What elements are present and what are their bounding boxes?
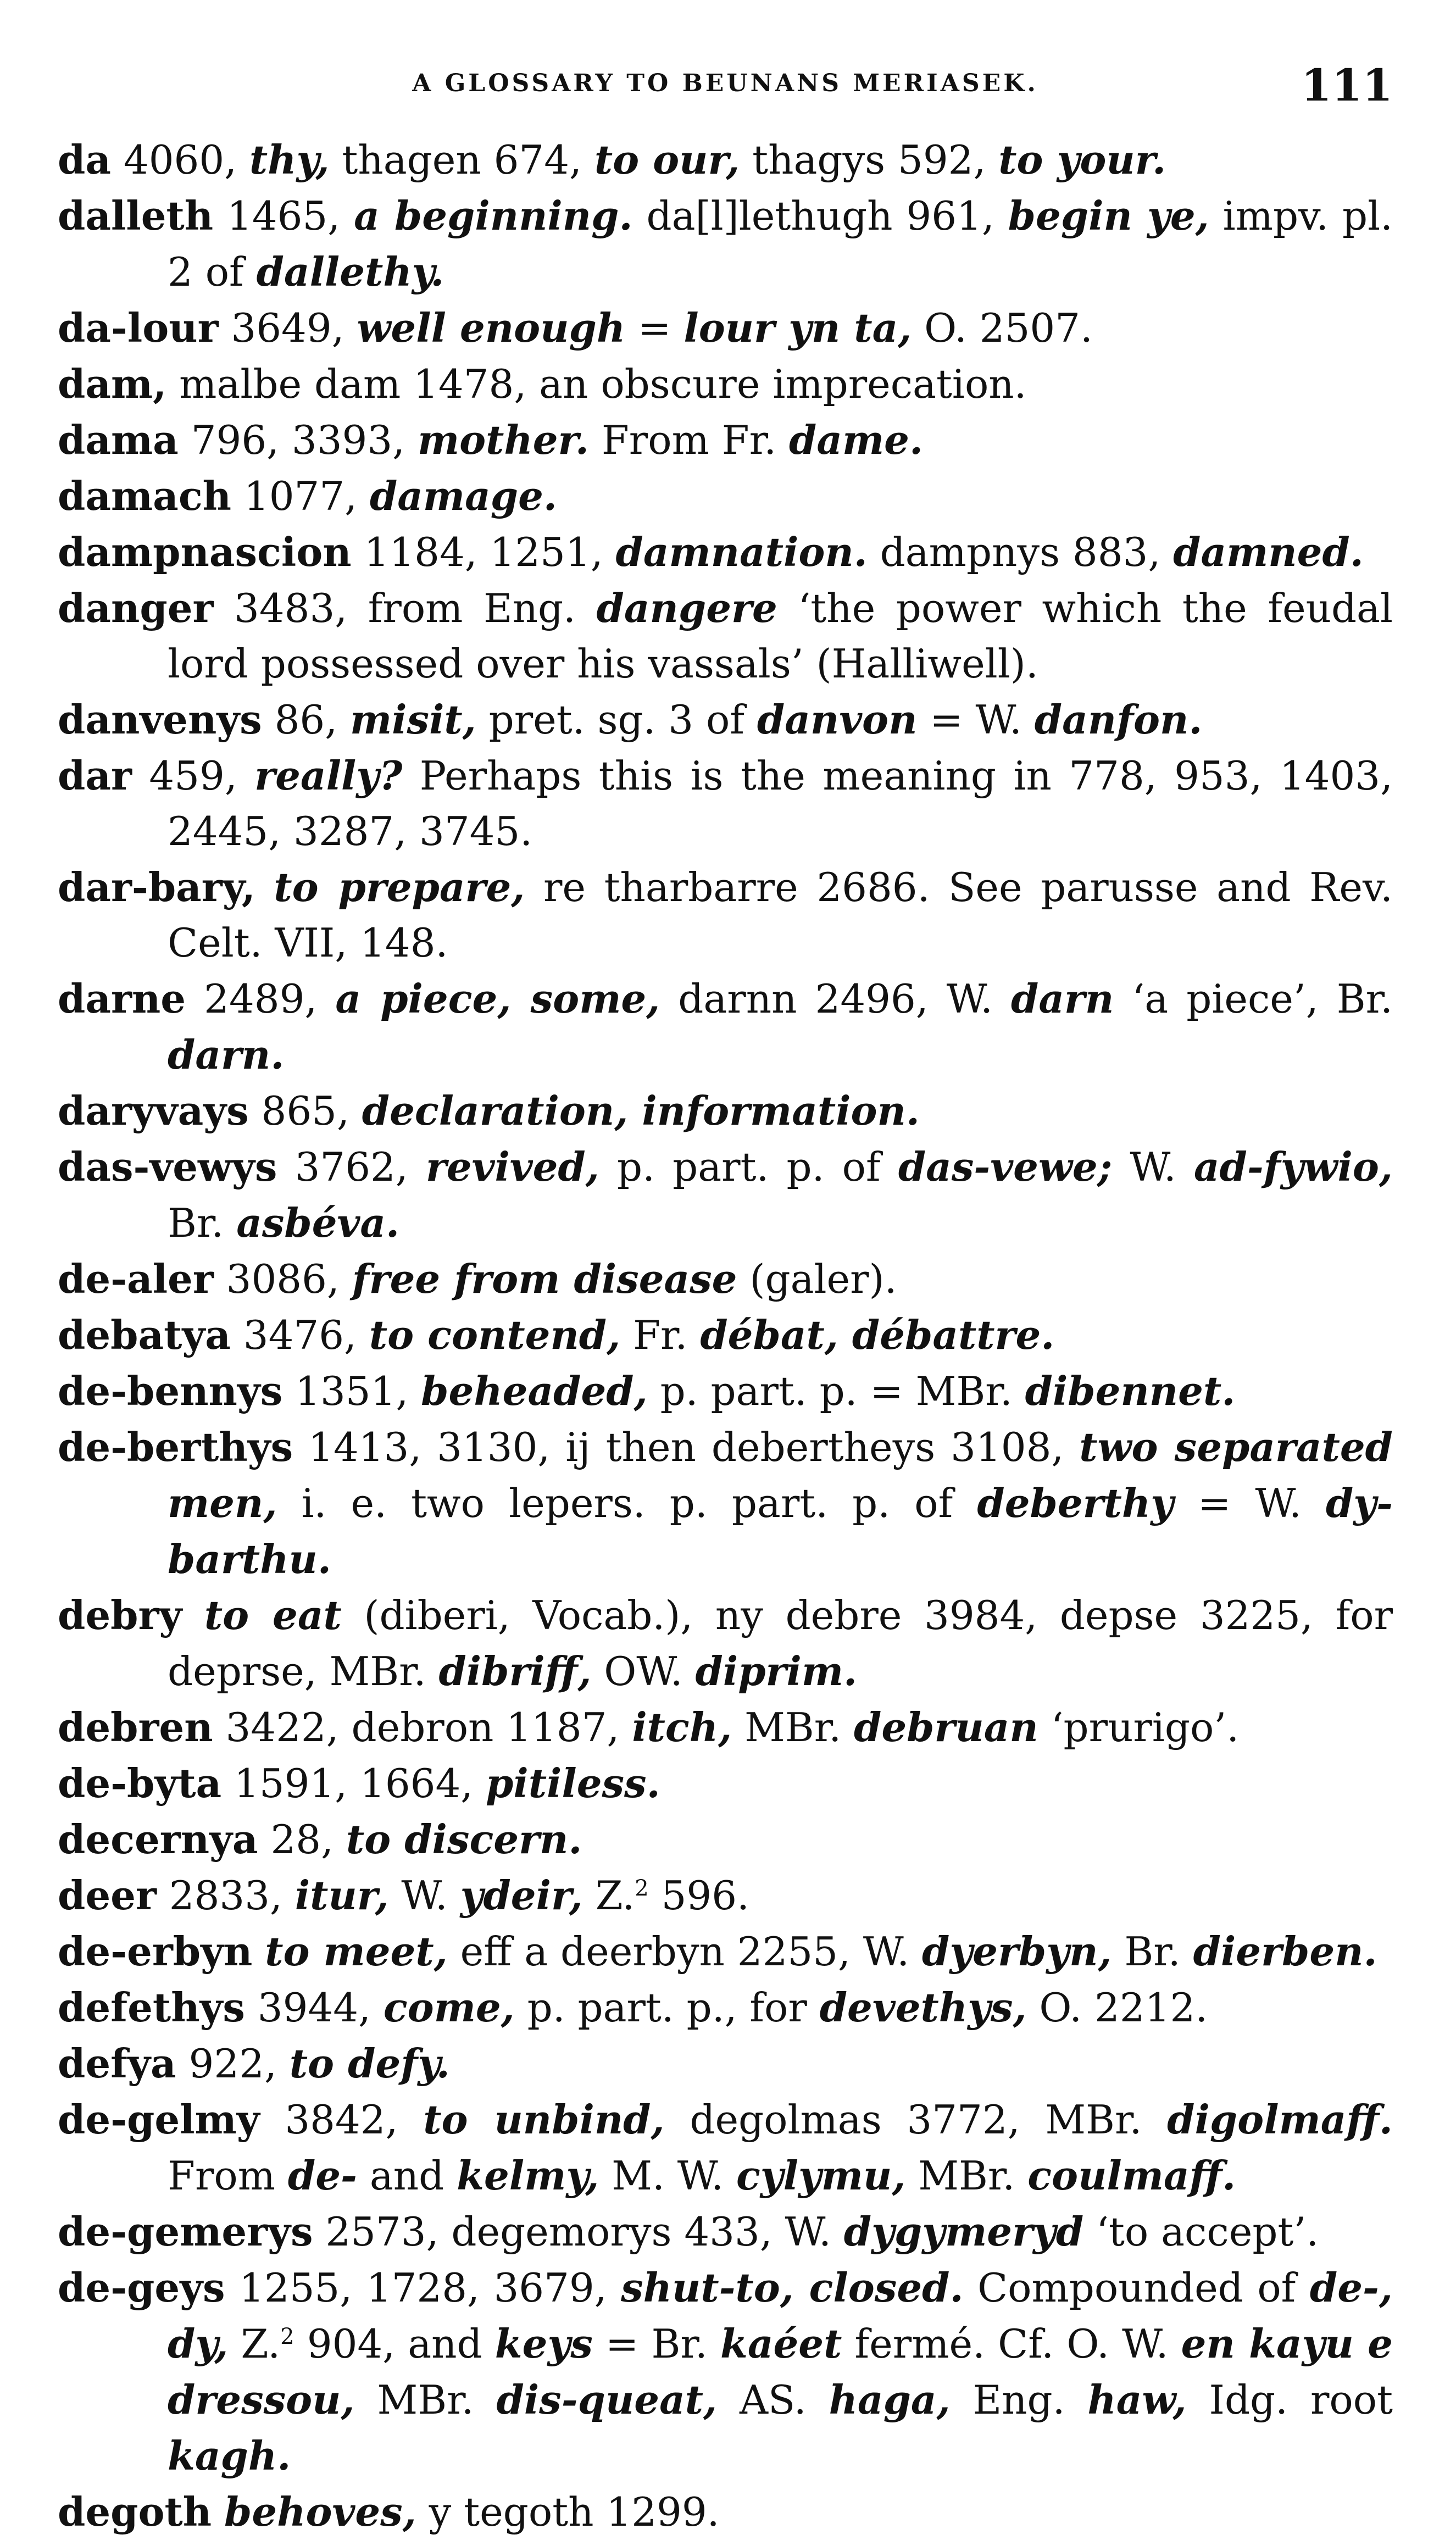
- entry-gloss: declaration, information.: [362, 1087, 920, 1134]
- entry-gloss: come,: [383, 1984, 515, 2031]
- glossary-entry: [58, 188, 1393, 300]
- entry-superscript: 2: [635, 1876, 649, 1901]
- entry-gloss: to eat: [204, 1592, 342, 1638]
- glossary-entry: [58, 2260, 1393, 2484]
- glossary-entry: [58, 468, 1393, 524]
- entry-text: (galer).: [737, 1256, 897, 1302]
- entry-headword: danger: [58, 585, 214, 631]
- entry-gloss: misit,: [350, 696, 476, 743]
- entry-text: 1591, 1664,: [221, 1760, 486, 1807]
- entry-gloss: well enough: [357, 304, 626, 351]
- entry-text: = W.: [917, 697, 1035, 743]
- entry-gloss: kagh.: [168, 2432, 291, 2479]
- entry-headword: de-erbyn: [58, 1928, 253, 1975]
- entry-text: Perhaps this is the meaning in 778, 953, 1403, 2445, 3287, 3745.: [168, 753, 1393, 854]
- glossary-entry: [58, 1924, 1393, 1980]
- entry-headword: de-geys: [58, 2264, 225, 2311]
- entry-text: darnn 2496, W.: [660, 976, 1012, 1022]
- entry-gloss: to prepare,: [274, 864, 525, 910]
- entry-gloss: damage.: [369, 473, 557, 519]
- entry-gloss: asbéva.: [236, 1199, 400, 1246]
- entry-text: 865,: [248, 1088, 362, 1134]
- entry-gloss: haw,: [1087, 2376, 1187, 2423]
- glossary-entry: [58, 971, 1393, 1083]
- entry-gloss: to our,: [594, 136, 740, 183]
- entry-text: 2833,: [156, 1872, 295, 1919]
- glossary-entry: [58, 1699, 1393, 1755]
- entry-text: = Br.: [592, 2321, 720, 2367]
- entry-gloss: itur,: [294, 1872, 389, 1919]
- entry-text: 1077,: [231, 473, 370, 519]
- entry-text: O. 2212.: [1026, 1985, 1208, 2031]
- entry-text: 1184, 1251,: [351, 529, 616, 575]
- entry-gloss: damned.: [1173, 529, 1364, 575]
- entry-text: 28,: [258, 1816, 346, 1863]
- entry-headword: de-aler: [58, 1255, 214, 1302]
- entry-text: 459,: [131, 753, 255, 799]
- glossary-entry: [58, 132, 1393, 188]
- entry-text: 3762,: [277, 1144, 426, 1190]
- entry-text: pret. sg. 3 of: [476, 697, 757, 743]
- entry-text: ‘prurigo’.: [1038, 1704, 1240, 1750]
- entry-gloss: danfon.: [1034, 696, 1203, 743]
- entry-headword: defethys: [58, 1984, 245, 2031]
- entry-gloss: danvon: [757, 696, 918, 743]
- entry-text: ‘to accept’.: [1083, 2209, 1319, 2255]
- entry-gloss: to discern.: [346, 1816, 582, 1863]
- entry-text: 3944,: [244, 1985, 384, 2031]
- entry-headword: debren: [58, 1704, 213, 1750]
- entry-text: p. part. p., for: [514, 1985, 820, 2031]
- entry-gloss: en kayu e dressou,: [168, 2320, 1393, 2423]
- glossary-entry: [58, 748, 1393, 859]
- entry-text: p. part. p. = MBr.: [647, 1368, 1025, 1414]
- entry-gloss: ydeir,: [460, 1872, 583, 1919]
- entry-gloss: two separated men,: [168, 1424, 1393, 1526]
- entry-headword: dam,: [58, 360, 167, 407]
- entry-gloss: dis-queat,: [496, 2376, 718, 2423]
- entry-text: ‘the power which the feudal lord possessed over his vassals’ (Halliwell).: [168, 585, 1393, 687]
- entry-text: Br.: [168, 1200, 237, 1246]
- entry-gloss: dygymeryd: [843, 2208, 1084, 2255]
- entry-gloss: de-: [287, 2152, 357, 2199]
- entry-gloss: free from disease: [352, 1255, 737, 1302]
- entry-text: thagys 592,: [740, 137, 999, 183]
- entry-headword: damach: [58, 473, 232, 519]
- entry-text: 1255, 1728, 3679,: [225, 2265, 621, 2311]
- entry-headword: danvenys: [58, 696, 262, 743]
- entry-headword: degoth: [58, 2488, 212, 2535]
- entry-gloss: dallethy.: [256, 248, 444, 295]
- glossary-entry: [58, 1755, 1393, 1811]
- entry-text: W.: [388, 1872, 460, 1919]
- entry-gloss: behoves,: [224, 2488, 416, 2535]
- entry-text: Z.: [582, 1872, 635, 1919]
- entry-gloss: debruan: [854, 1704, 1038, 1750]
- entry-gloss: beheaded,: [421, 1368, 648, 1414]
- entry-text: re tharbarre 2686. See parusse and Rev. Celt. VII, 148.: [168, 864, 1393, 966]
- entry-headword: de-byta: [58, 1760, 222, 1807]
- entry-text: thagen 674,: [329, 137, 594, 183]
- entry-headword: da: [58, 136, 111, 183]
- entry-gloss: lour yn ta,: [683, 304, 912, 351]
- entry-headword: dama: [58, 416, 179, 463]
- entry-text: y tegoth 1299.: [416, 2489, 720, 2535]
- entry-text: dampnys 883,: [867, 529, 1174, 575]
- glossary-entry: [58, 692, 1393, 748]
- glossary-entry: [58, 2036, 1393, 2092]
- entry-gloss: dangere: [596, 585, 777, 631]
- entry-text: (diberi, Vocab.), ny debre 3984, depse 3225, for deprse, MBr.: [168, 1592, 1393, 1694]
- entry-gloss: dibriff,: [438, 1648, 592, 1694]
- entry-gloss: mother.: [417, 416, 589, 463]
- entry-gloss: coulmaff.: [1027, 2152, 1236, 2199]
- entry-gloss: to your.: [998, 136, 1166, 183]
- entry-gloss: shut-to, closed.: [621, 2264, 964, 2311]
- entry-text: impv. pl. 2 of: [168, 193, 1393, 295]
- entry-text: Eng.: [950, 2377, 1088, 2423]
- glossary-entry: [58, 2204, 1393, 2260]
- glossary-entry: [58, 1363, 1393, 1419]
- entry-gloss: revived,: [425, 1143, 599, 1190]
- glossary-entry: [58, 2484, 1393, 2540]
- entry-gloss: pitiless.: [486, 1760, 660, 1807]
- entry-gloss: keys: [494, 2320, 593, 2367]
- entry-text: eff a deerbyn 2255, W.: [447, 1928, 922, 1975]
- entry-text: Br.: [1112, 1928, 1193, 1975]
- entry-text: Fr.: [620, 1312, 701, 1358]
- entry-text: 1465,: [213, 193, 354, 239]
- entry-headword: dalleth: [58, 192, 214, 239]
- entry-gloss: devethys,: [819, 1984, 1027, 2031]
- glossary-entry: [58, 1307, 1393, 1363]
- entry-headword: da-lour: [58, 304, 219, 351]
- entry-text: [252, 1928, 265, 1975]
- entry-gloss: dame.: [788, 416, 924, 463]
- glossary-entry: [58, 1083, 1393, 1139]
- entry-headword: debry: [58, 1592, 182, 1638]
- entry-text: MBr.: [354, 2377, 497, 2423]
- entry-gloss: to contend,: [369, 1311, 621, 1358]
- entry-headword: deer: [58, 1872, 157, 1919]
- entry-text: Idg. root: [1186, 2377, 1393, 2423]
- glossary-entry: [58, 1868, 1393, 1924]
- entry-superscript: 2: [280, 2324, 294, 2349]
- entry-headword: dampnascion: [58, 529, 352, 575]
- entry-text: MBr.: [732, 1704, 854, 1750]
- entry-text: and: [357, 2153, 457, 2199]
- glossary-entry: [58, 1587, 1393, 1699]
- entry-gloss: begin ye,: [1008, 192, 1209, 239]
- entry-gloss: to meet,: [265, 1928, 448, 1975]
- entry-headword: de-gelmy: [58, 2096, 260, 2143]
- entry-gloss: débat, débattre.: [700, 1311, 1055, 1358]
- entry-gloss: darn.: [168, 1031, 285, 1078]
- entry-gloss: dierben.: [1193, 1928, 1377, 1975]
- entry-text: ‘a piece’, Br.: [1114, 976, 1393, 1022]
- entry-headword: de-bennys: [58, 1368, 283, 1414]
- entry-text: MBr.: [905, 2153, 1028, 2199]
- entry-text: p. part. p. of: [599, 1144, 898, 1190]
- entry-gloss: damnation.: [615, 529, 868, 575]
- entry-text: O. 2507.: [912, 305, 1093, 351]
- entry-text: 2489,: [186, 976, 336, 1022]
- entry-gloss: thy,: [249, 136, 330, 183]
- entry-text: Compounded of: [963, 2265, 1310, 2311]
- glossary-entry: [58, 1251, 1393, 1307]
- entry-text: AS.: [717, 2377, 829, 2423]
- entry-text: =: [625, 305, 684, 351]
- entry-text: 3842,: [259, 2097, 424, 2143]
- entry-text: degolmas 3772, MBr.: [664, 2097, 1168, 2143]
- page-number: 111: [1301, 59, 1393, 111]
- glossary-entry: [58, 859, 1393, 971]
- entry-text: da[l]lethugh 961,: [632, 193, 1008, 239]
- entry-gloss: cylymu,: [736, 2152, 906, 2199]
- entry-gloss: to defy.: [289, 2040, 450, 2087]
- entry-text: [212, 2489, 224, 2535]
- entry-gloss: kelmy,: [457, 2152, 599, 2199]
- entry-gloss: diprim.: [695, 1648, 858, 1694]
- entry-text: malbe dam 1478, an obscure imprecation.: [166, 361, 1027, 407]
- entry-text: 1351,: [282, 1368, 421, 1414]
- entry-gloss: haga,: [829, 2376, 951, 2423]
- entry-text: 904, and: [294, 2321, 495, 2367]
- entry-text: 3086,: [213, 1256, 352, 1302]
- entry-gloss: dy-barthu.: [168, 1480, 1393, 1582]
- entry-text: 86,: [262, 697, 350, 743]
- entry-text: W.: [1112, 1144, 1194, 1190]
- entry-headword: de-gemerys: [58, 2208, 313, 2255]
- entry-gloss: itch,: [632, 1704, 732, 1750]
- entry-text: 3649,: [218, 305, 357, 351]
- entry-gloss: dyerbyn,: [921, 1928, 1112, 1975]
- glossary-entry: [58, 1811, 1393, 1868]
- entry-headword: darne: [58, 975, 186, 1022]
- entry-text: 922,: [176, 2041, 290, 2087]
- entry-gloss: ad-fywio,: [1193, 1143, 1393, 1190]
- glossary-entry: [58, 524, 1393, 580]
- entry-gloss: kaéet: [720, 2320, 842, 2367]
- entry-text: [255, 864, 274, 910]
- entry-gloss: de-, dy,: [168, 2264, 1393, 2367]
- glossary-entry: [58, 1139, 1393, 1251]
- entry-text: i. e. two lepers. p. part. p. of: [277, 1480, 977, 1526]
- entry-text: 2573, degemorys 433, W.: [313, 2209, 844, 2255]
- glossary-entry: [58, 580, 1393, 692]
- entry-gloss: darn: [1011, 975, 1114, 1022]
- entry-gloss: to unbind,: [423, 2096, 665, 2143]
- entry-gloss: das-vewe;: [898, 1143, 1113, 1190]
- entry-text: = W.: [1174, 1480, 1326, 1526]
- glossary-entry: [58, 1980, 1393, 2036]
- entry-headword: das-vewys: [58, 1143, 277, 1190]
- entry-headword: decernya: [58, 1816, 258, 1863]
- entry-text: fermé. Cf. O. W.: [842, 2321, 1181, 2367]
- glossary-entry: [58, 412, 1393, 468]
- entry-headword: dar-bary,: [58, 864, 255, 910]
- entry-text: 4060,: [111, 137, 249, 183]
- glossary-entry: [58, 300, 1393, 356]
- entry-headword: daryvays: [58, 1087, 249, 1134]
- entry-text: OW.: [591, 1648, 696, 1694]
- entry-headword: debatya: [58, 1311, 231, 1358]
- glossary-entry: [58, 1419, 1393, 1587]
- entry-text: 3476,: [230, 1312, 369, 1358]
- entry-gloss: a piece, some,: [335, 975, 660, 1022]
- entry-headword: de-berthys: [58, 1424, 293, 1470]
- entry-text: From: [168, 2153, 288, 2199]
- entry-gloss: really?: [254, 752, 403, 799]
- glossary-entry: [58, 356, 1393, 412]
- entry-text: From Fr.: [588, 417, 789, 463]
- entry-gloss: dibennet.: [1025, 1368, 1236, 1414]
- running-head: [58, 59, 1393, 114]
- entry-text: 796, 3393,: [178, 417, 418, 463]
- entry-headword: dar: [58, 752, 132, 799]
- entry-text: Z.: [228, 2321, 281, 2367]
- entry-text: 3483, from Eng.: [213, 585, 597, 631]
- entry-gloss: a beginning.: [354, 192, 633, 239]
- entry-gloss: digolmaff.: [1167, 2096, 1393, 2143]
- entry-text: 3422, debron 1187,: [213, 1704, 632, 1750]
- entry-text: [182, 1592, 204, 1638]
- glossary-entry: [58, 2092, 1393, 2204]
- running-title: A GLOSSARY TO BEUNANS MERIASEK.: [412, 69, 1038, 97]
- entry-gloss: deberthy: [977, 1480, 1174, 1526]
- entry-text: 1413, 3130, ij then debertheys 3108,: [293, 1424, 1080, 1470]
- entry-headword: defya: [58, 2040, 176, 2087]
- entry-text: M. W.: [599, 2153, 736, 2199]
- glossary-entries: [58, 132, 1393, 2540]
- entry-text: 596.: [648, 1872, 749, 1919]
